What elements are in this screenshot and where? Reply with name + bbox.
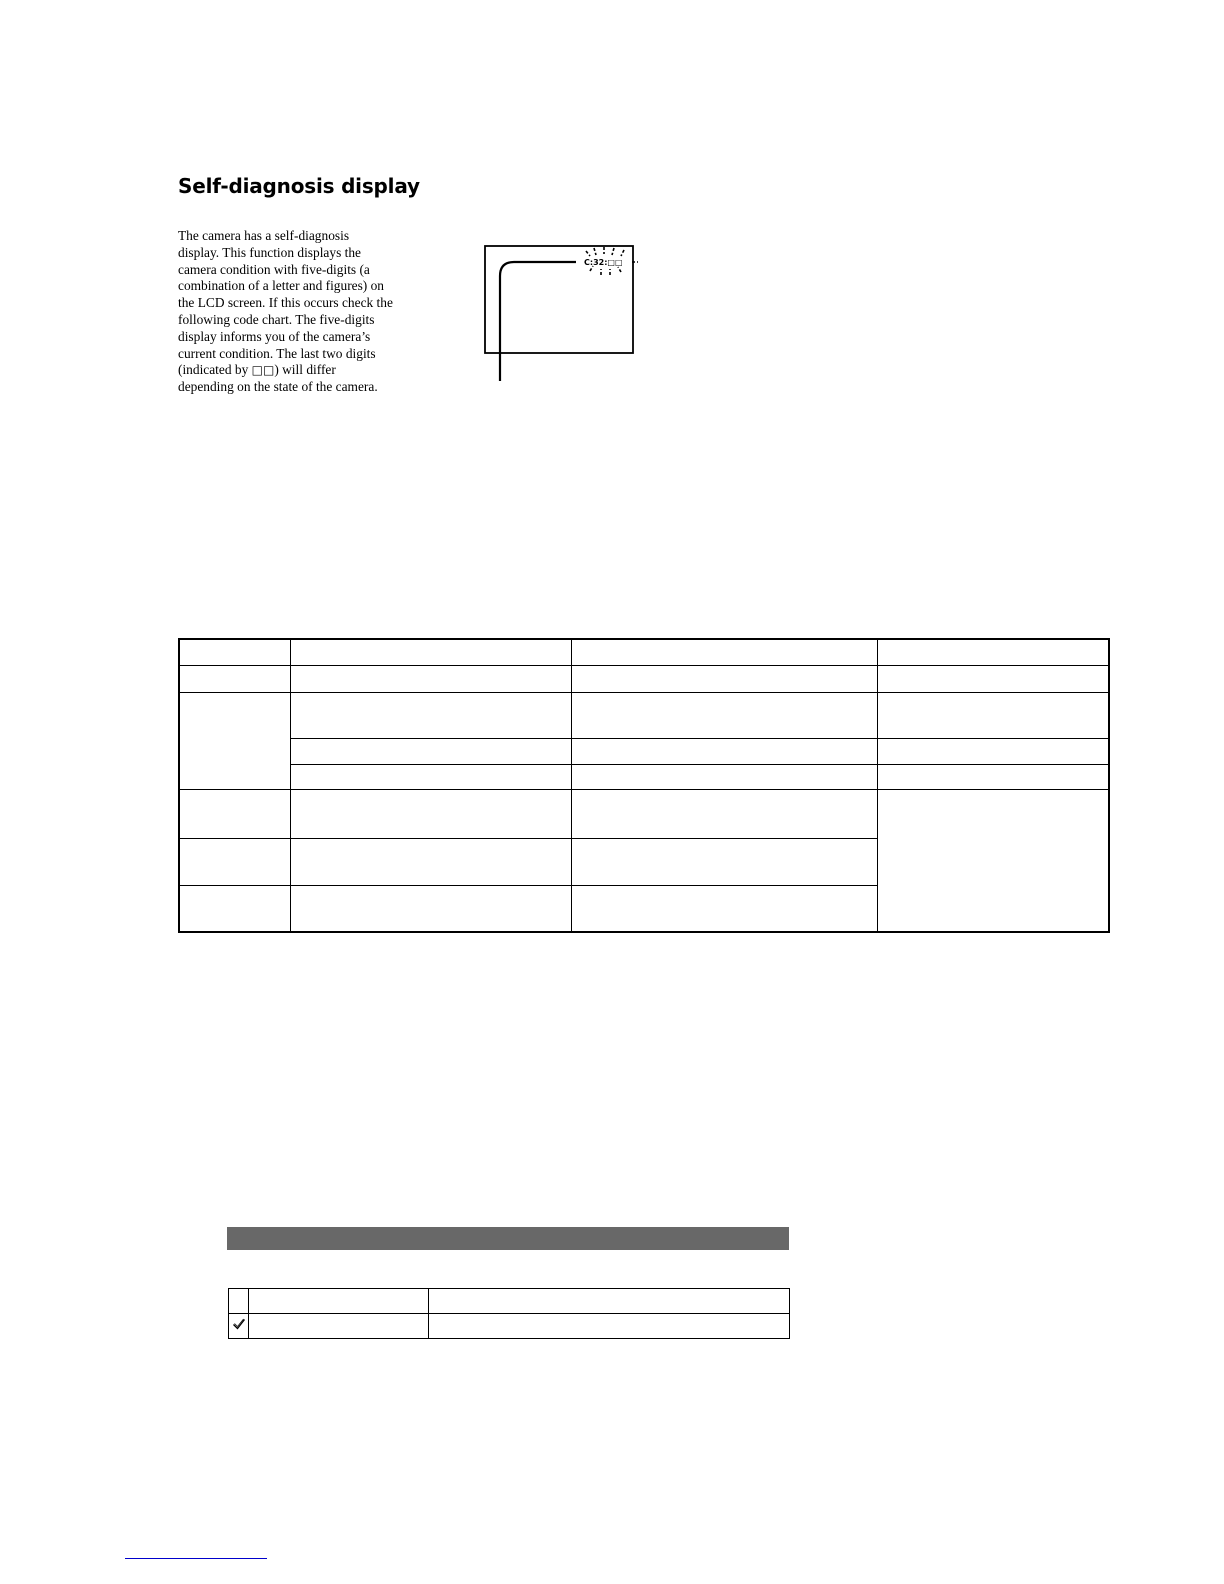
table-header-row	[179, 639, 1109, 665]
table-cell	[571, 764, 877, 789]
table-row	[179, 692, 1109, 738]
table-cell	[290, 885, 571, 932]
table-row	[179, 764, 1109, 789]
table-cell	[877, 789, 1109, 932]
table-cell	[877, 692, 1109, 738]
table-cell	[571, 665, 877, 692]
table-cell	[179, 789, 290, 838]
intro-line: camera condition with five-digits (a	[178, 261, 370, 277]
check-icon	[231, 1316, 247, 1332]
lcd-screen-illustration	[482, 238, 642, 383]
intro-line: The camera has a self-diagnosis	[178, 228, 350, 243]
table-cell	[229, 1289, 249, 1314]
table-cell	[290, 838, 571, 885]
lcd-error-code: C:32:□□	[584, 258, 623, 267]
table-cell	[249, 1289, 429, 1314]
table-cell	[877, 639, 1109, 665]
table-cell	[179, 692, 290, 789]
table-cell	[877, 738, 1109, 764]
table-cell	[429, 1314, 790, 1339]
intro-paragraph	[178, 228, 430, 396]
page-title: Self-diagnosis display	[178, 174, 420, 198]
intro-line: current condition. The last two digits	[178, 345, 376, 361]
intro-line: display informs you of the camera’s	[178, 328, 371, 344]
intro-line: display. This function displays the	[178, 244, 361, 260]
table-cell	[249, 1314, 429, 1339]
intro-line-part: ) will differ	[274, 362, 336, 378]
intro-line: depending on the state of the camera.	[178, 379, 378, 395]
table-row	[179, 665, 1109, 692]
table-cell	[571, 789, 877, 838]
self-diagnosis-code-table	[178, 638, 1110, 933]
intro-line: following code chart. The five-digits	[178, 311, 375, 327]
intro-line: combination of a letter and figures) on	[178, 278, 384, 294]
table-row	[179, 789, 1109, 838]
table-cell	[179, 885, 290, 932]
table-cell	[179, 838, 290, 885]
table-cell	[571, 838, 877, 885]
table-cell	[571, 639, 877, 665]
table-cell	[877, 764, 1109, 789]
table-cell	[179, 665, 290, 692]
section-bar	[227, 1227, 789, 1250]
intro-line: the LCD screen. If this occurs check the	[178, 295, 393, 311]
table-row	[229, 1314, 790, 1339]
table-cell	[290, 764, 571, 789]
box-symbol: □□	[251, 363, 275, 378]
table-cell	[290, 665, 571, 692]
intro-line-part: (indicated by	[178, 362, 249, 378]
table-cell	[229, 1314, 249, 1339]
checklist-table	[228, 1288, 790, 1339]
table-cell	[571, 885, 877, 932]
table-cell	[290, 639, 571, 665]
table-cell	[877, 665, 1109, 692]
footer-rule	[125, 1558, 267, 1559]
table-cell	[571, 738, 877, 764]
table-cell	[571, 692, 877, 738]
table-cell	[429, 1289, 790, 1314]
table-cell	[179, 639, 290, 665]
pointer-line	[500, 262, 576, 381]
table-row	[229, 1289, 790, 1314]
table-cell	[290, 738, 571, 764]
intro-line	[178, 362, 430, 379]
table-cell	[290, 789, 571, 838]
table-row	[179, 738, 1109, 764]
table-cell	[290, 692, 571, 738]
